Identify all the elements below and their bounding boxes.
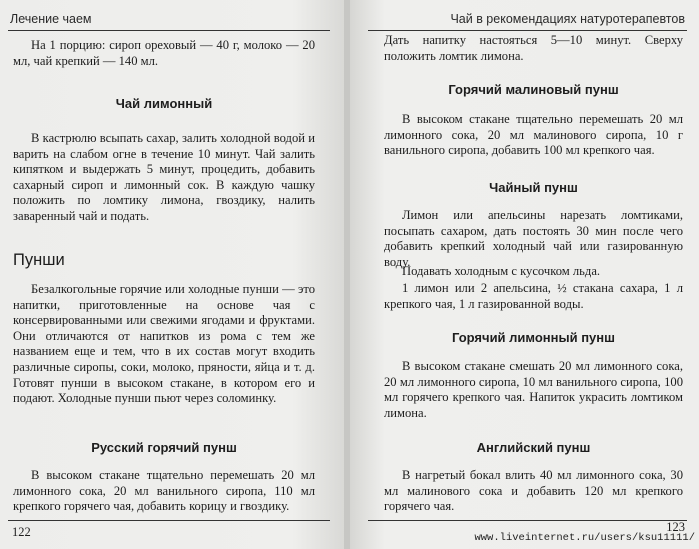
footer-rule	[8, 520, 330, 521]
header-rule	[8, 30, 330, 31]
running-head: Лечение чаем	[10, 12, 92, 26]
left-page	[0, 0, 344, 549]
watermark-url: www.liveinternet.ru/users/ksu11111/	[474, 532, 695, 544]
recipe-title: Английский пунш	[476, 440, 591, 455]
recipe-text: 1 лимон или 2 апельсина, ½ стакана сахара, 1 л крепкого чая, 1 л газированной воды.	[384, 281, 683, 311]
recipe-text: В высоком стакане смешать 20 мл лимонного сока, 20 мл лимонного сиропа, 10 мл ванильного сиропа, 100 мл горячего крепкого чая. Напиток украсить ломтиком лимона.	[384, 359, 683, 420]
recipe-title: Горячий малиновый пунш	[448, 82, 619, 97]
running-head: Чай в рекомендациях натуротерапевтов	[450, 12, 685, 26]
recipe-title: Чай лимонный	[115, 96, 213, 111]
page-number: 123	[666, 520, 685, 534]
recipe-text: Подавать холодным с кусочком льда.	[402, 264, 601, 278]
header-rule	[368, 30, 687, 31]
recipe-text: В высоком стакане тщательно перемешать 20 мл лимонного сока, 20 мл малинового сиропа, 10 г ванильного сиропа, добавить 100 мл крепкого чая.	[384, 112, 683, 158]
recipe-text: Лимон или апельсины нарезать ломтиками, посыпать сахаром, дать постоять 30 мин после чего добавить крепкий холодный чай или газированную воду.	[384, 208, 683, 269]
intro-paragraph: На 1 порцию: сироп ореховый — 40 г, молоко — 20 мл, чай крепкий — 140 мл.	[13, 38, 315, 68]
recipe-title: Горячий лимонный пунш	[452, 330, 615, 345]
recipe-title: Русский горячий пунш	[91, 440, 237, 455]
recipe-text: В высоком стакане тщательно перемешать 20 мл лимонного сока, 20 мл ванильного сиропа, 110 мл крепкого горячего чая, добавить корицу и гвоздику.	[13, 468, 315, 514]
recipe-text: В кастрюлю всыпать сахар, залить холодной водой и варить на слабом огне в течение 10 минут. Чай залить кипятком и выдержать 5 минут, процедить, добавить сахарный сироп и лимонный сок. В каждую чашку положить по ломтику лимона, гвоздику, налить заваренный чай и подать.	[13, 131, 315, 223]
recipe-title: Чайный пунш	[489, 180, 578, 195]
page-number: 122	[12, 525, 31, 539]
section-title: Пунши	[13, 251, 65, 269]
right-page	[350, 0, 699, 549]
section-text: Безалкогольные горячие или холодные пунши — это напитки, приготовленные на основе чая с консервированными или свежими ягодами и фруктами. Они отличаются от напитков из рома с тем же названием еще и тем, что в их состав могут входить различные сиропы, соки, молоко, пряности, яйца и т. д. Готовят пунши в высоком стакане, в котором его и подают. Холодные пунши пьют через соломинку.	[13, 282, 315, 406]
footer-rule	[368, 520, 687, 521]
recipe-text: В нагретый бокал влить 40 мл лимонного сока, 30 мл малинового сока и добавить 120 мл крепкого горячего чая.	[384, 468, 683, 514]
intro-paragraph: Дать напитку настояться 5—10 минут. Сверху положить ломтик лимона.	[384, 33, 683, 63]
